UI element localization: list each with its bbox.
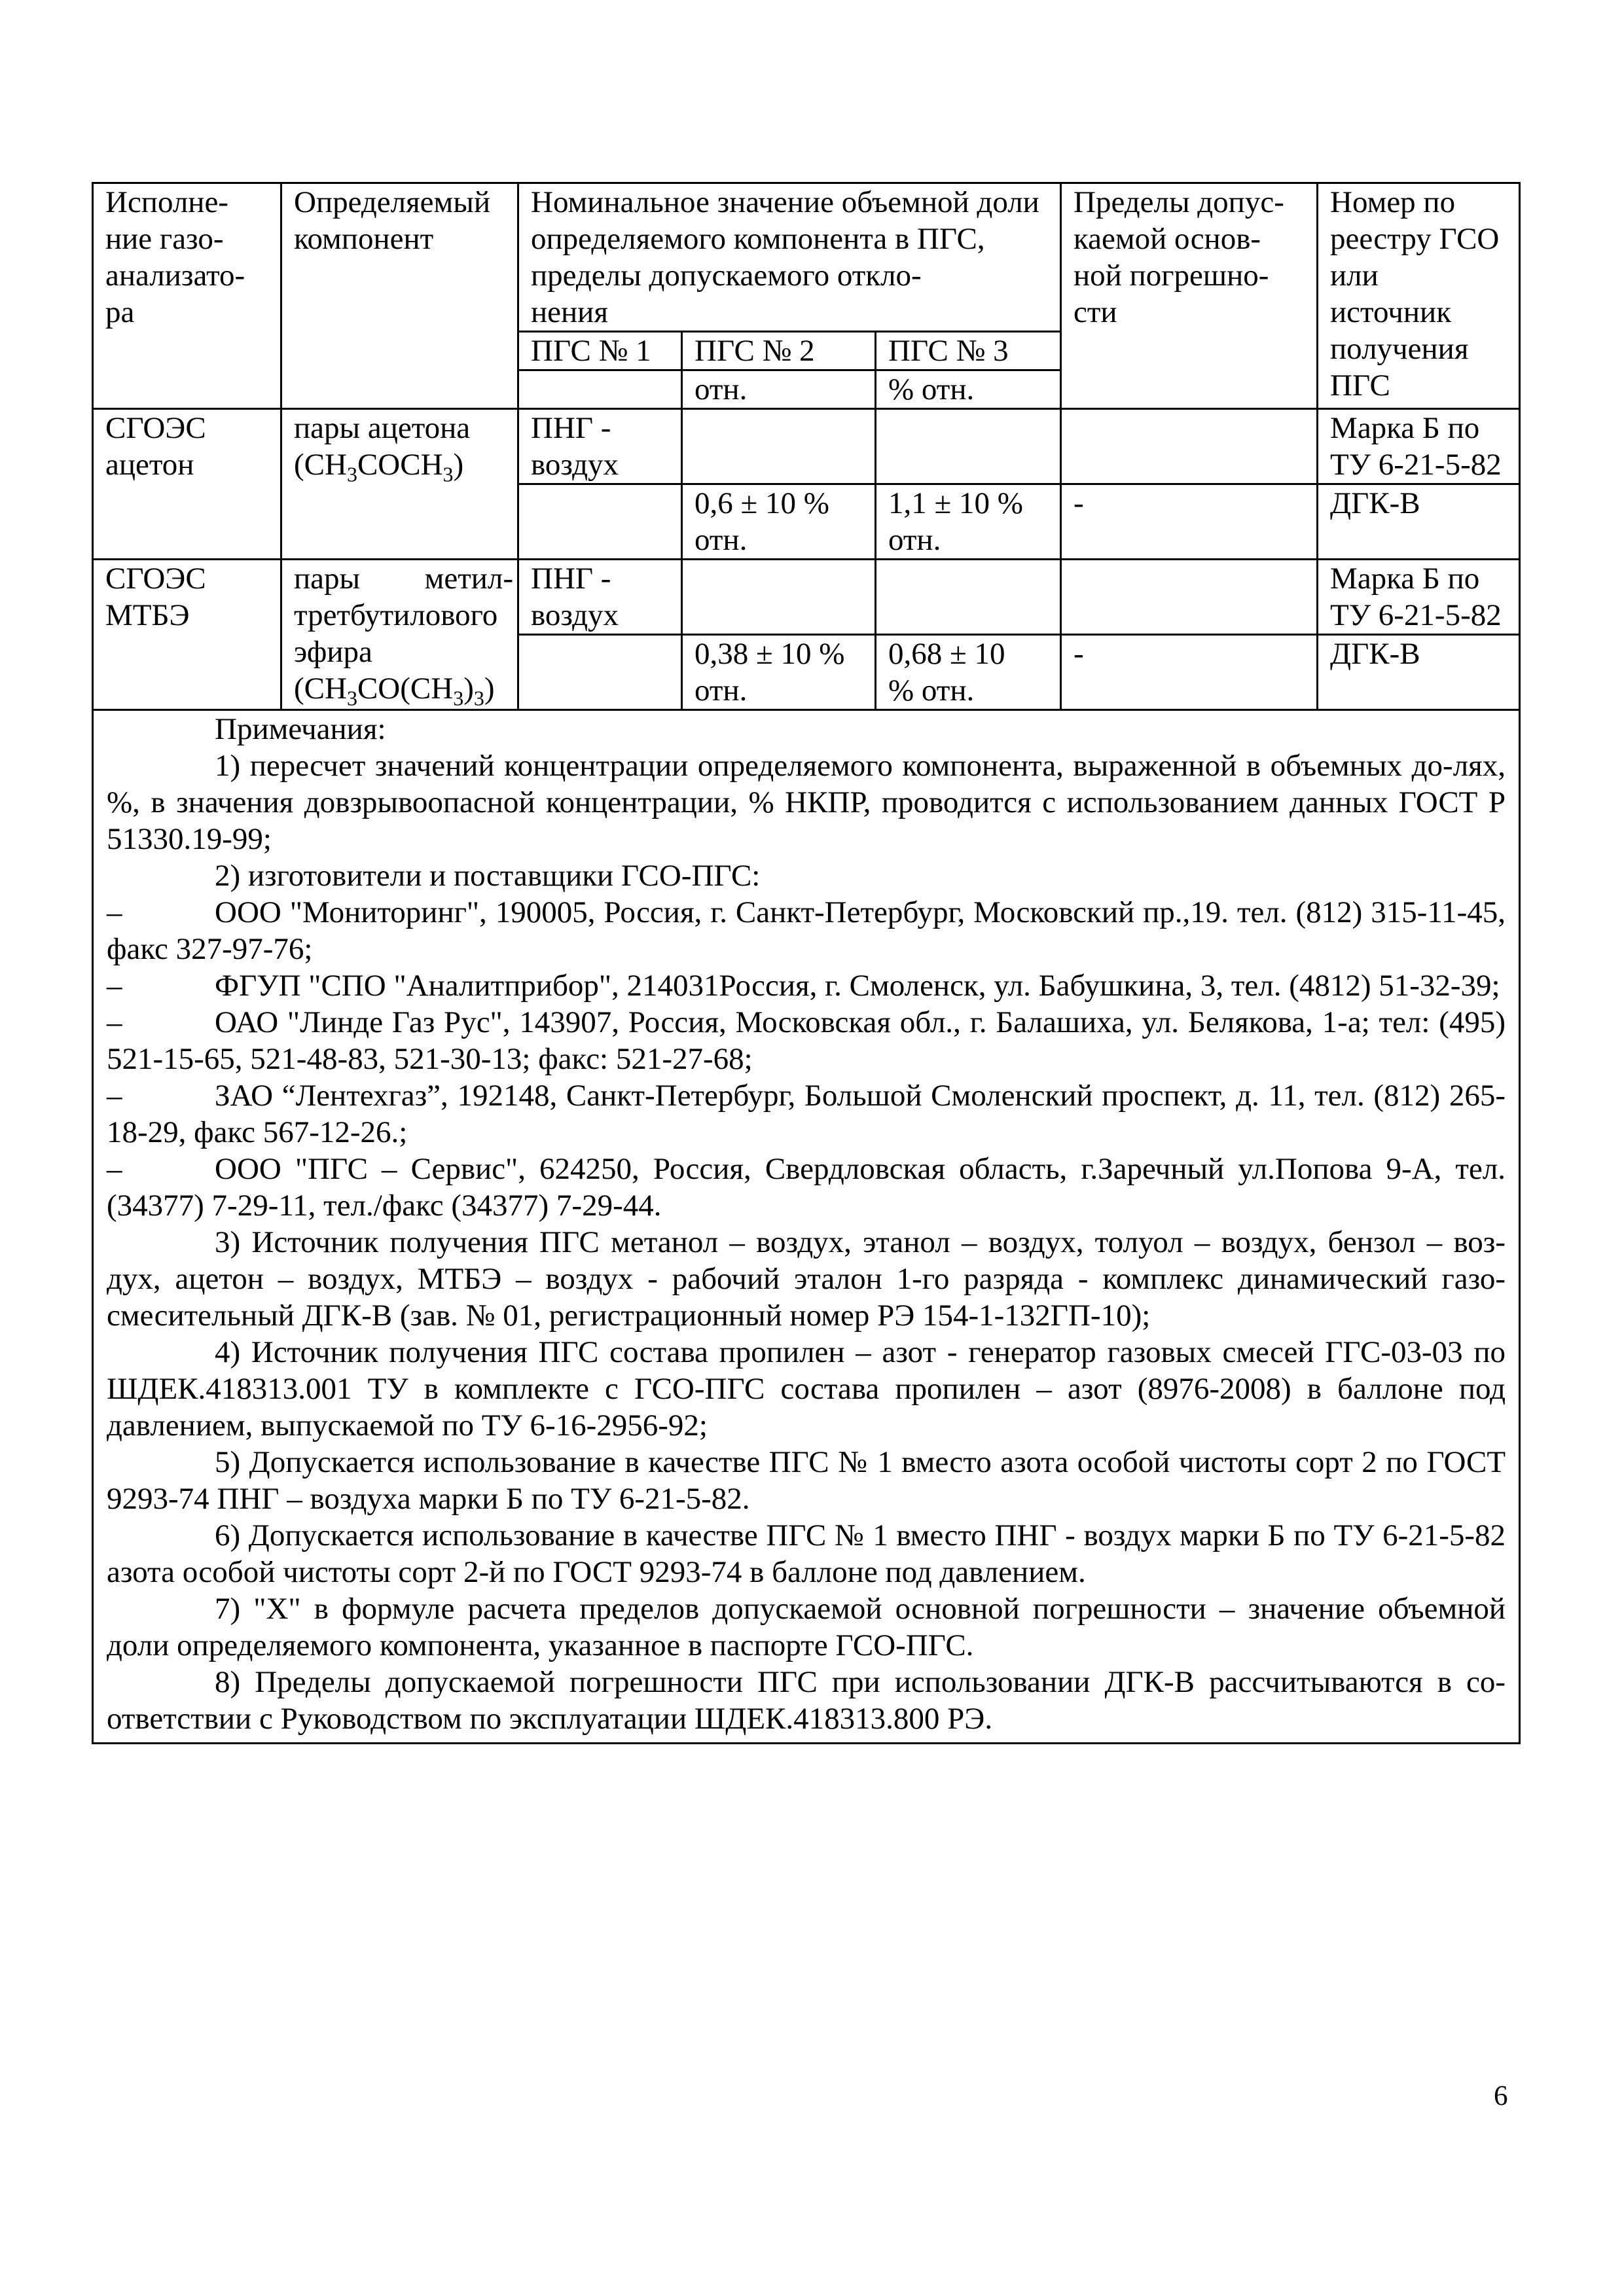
mtbe-error: - (1061, 635, 1318, 710)
acetone-pgs2-empty (682, 409, 876, 484)
mtbe-pgs3-empty (876, 560, 1061, 635)
acetone-pgs1: ПНГ - воздух (518, 409, 682, 484)
mtbe-component (281, 560, 518, 710)
mtbe-pgs1-empty (518, 635, 682, 710)
note-4: 4) Источник получения ПГС состава пропилен – азот - генератор газовых смесей ГГС-03-03 по ШДЕК.418313.001 ТУ в комплекте с ГСО-ПГС состава пропилен – азот (8976-2008) в баллоне под давлением, выпускаемой по ТУ 6-16-2956-92; (107, 1335, 1506, 1443)
acetone-error-empty (1061, 409, 1318, 484)
carry-pgs2: отн. (682, 370, 876, 409)
acetone-component-text: пары ацетона (294, 411, 471, 445)
acetone-pgs3-empty (876, 409, 1061, 484)
notes-cell (93, 710, 1520, 1744)
note-3: 3) Источник получения ПГС метанол – воздух, этанол – воздух, толуол – воздух, бензол – воз-дух, ацетон – воздух, МТБЭ – воздух - рабочий эталон 1-го разряда - комплекс динамический газо-смесительный ДГК-В (зав. № 01, регистрационный номер РЭ 154-1-132ГП-10); (107, 1225, 1506, 1333)
note-2: 2) изготовители и поставщики ГСО-ПГС: (215, 859, 761, 893)
mtbe-component-line3: эфира (294, 635, 372, 669)
notes-row (93, 710, 1520, 1744)
note-7: 7) "Х" в формуле расчета пределов допускаемой основной погрешности – значение объемной доли определяемого компонента, указанное в паспорте ГСО-ПГС. (107, 1592, 1506, 1662)
specifications-table (92, 182, 1521, 1744)
acetone-device: СГОЭС ацетон (93, 409, 281, 560)
supplier-1: – ООО "Мониторинг", 190005, Россия, г. Санкт-Петербург, Московский пр.,19. тел. (812) 315-11-45, факс 327-97-76; (107, 895, 1506, 966)
supplier-3: – ОАО "Линде Газ Рус", 143907, Россия, Московская обл., г. Балашиха, ул. Белякова, 1-а; тел: (495) 521-15-65, 521-48-83, 521-30-13; факс: 521-27-68; (107, 1005, 1506, 1076)
mtbe-pgs1: ПНГ - воздух (518, 560, 682, 635)
note-1: 1) пересчет значений концентрации определяемого компонента, выраженной в объемных до-лях, %, в значения довзрывоопасной концентрации, % НКПР, проводится с использованием данных ГОСТ Р 51330.19-99; (107, 749, 1506, 856)
notes-title: Примечания: (215, 712, 386, 746)
mtbe-component-line1: пары метил- (294, 562, 513, 596)
note-5: 5) Допускается использование в качестве ПГС № 1 вместо азота особой чистоты сорт 2 по ГОСТ 9293-74 ПНГ – воздуха марки Б по ТУ 6-21-5-82. (107, 1445, 1506, 1516)
note-6: 6) Допускается использование в качестве ПГС № 1 вместо ПНГ - воздух марки Б по ТУ 6-21-5-82 азота особой чистоты сорт 2-й по ГОСТ 9293-74 в баллоне под давлением. (107, 1518, 1506, 1589)
note-8: 8) Пределы допускаемой погрешности ПГС при использовании ДГК-В рассчитываются в со-ответствии с Руководством по эксплуатации ШДЕК.418313.800 РЭ. (107, 1665, 1506, 1736)
mtbe-pgs3: 0,68 ± 10 % отн. (876, 635, 1061, 710)
header-pgs3: ПГС № 3 (876, 332, 1061, 370)
supplier-5: – ООО "ПГС – Сервис", 624250, Россия, Свердловская область, г.Заречный ул.Попова 9-А, тел. (34377) 7-29-11, тел./факс (34377) 7-29-44. (107, 1152, 1506, 1223)
header-nominal-value: Номинальное значение объемной доли определяемого компонента в ПГС, пределы допускаемого откло- нения (518, 183, 1061, 332)
mtbe-device: СГОЭС МТБЭ (93, 560, 281, 710)
acetone-component (281, 409, 518, 560)
page-number: 6 (1494, 2081, 1508, 2111)
supplier-2: – ФГУП "СПО "Аналитприбор", 214031Россия, г. Смоленск, ул. Бабушкина, 3, тел. (4812) 51-32-39; (107, 969, 1500, 1003)
mtbe-source2: ДГК-В (1318, 635, 1520, 710)
acetone-formula: $(CH_3COCH_3)$ (294, 448, 464, 486)
acetone-error: - (1061, 484, 1318, 560)
header-component: Определяемый компонент (281, 183, 518, 409)
header-device: Исполне- ние газо- анализато- ра (93, 183, 281, 409)
mtbe-error-empty (1061, 560, 1318, 635)
mtbe-formula: $(CH_3CO(CH_3)_3)$ (294, 672, 495, 710)
acetone-source2: ДГК-В (1318, 484, 1520, 560)
supplier-4: – ЗАО “Лентехгаз”, 192148, Санкт-Петербург, Большой Смоленский проспект, д. 11, тел. (812) 265-18-29, факс 567-12-26.; (107, 1079, 1506, 1149)
carry-pgs3: % отн. (876, 370, 1061, 409)
mtbe-pgs2-empty (682, 560, 876, 635)
acetone-source1: Марка Б по ТУ 6-21-5-82 (1318, 409, 1520, 484)
mtbe-pgs2: 0,38 ± 10 % отн. (682, 635, 876, 710)
acetone-pgs3: 1,1 ± 10 % отн. (876, 484, 1061, 560)
mtbe-component-line2: третбутилового (294, 598, 498, 632)
header-pgs1: ПГС № 1 (518, 332, 682, 370)
header-pgs2: ПГС № 2 (682, 332, 876, 370)
acetone-row-1 (93, 409, 1520, 484)
acetone-pgs2: 0,6 ± 10 % отн. (682, 484, 876, 560)
header-registry-number: Номер по реестру ГСО или источник получения ПГС (1318, 183, 1520, 409)
header-error-limits: Пределы допус- каемой основ- ной погрешно- сти (1061, 183, 1318, 409)
header-row (93, 183, 1520, 332)
mtbe-row-1 (93, 560, 1520, 635)
acetone-pgs1-empty (518, 484, 682, 560)
mtbe-source1: Марка Б по ТУ 6-21-5-82 (1318, 560, 1520, 635)
carry-pgs1 (518, 370, 682, 409)
